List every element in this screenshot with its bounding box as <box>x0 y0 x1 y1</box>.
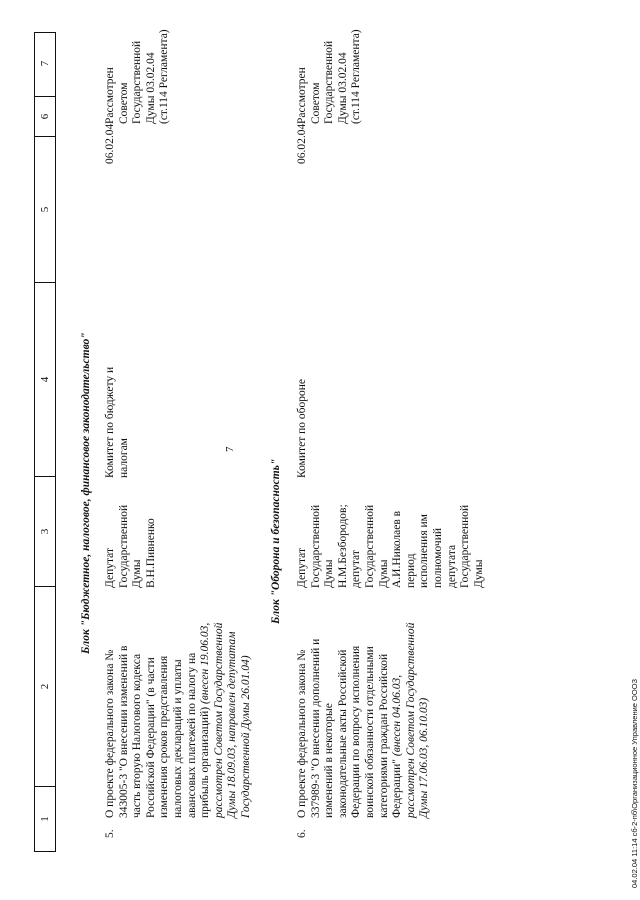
bill-author: Депутат Государственной Думы В.Н.Пивненко <box>104 504 157 588</box>
review-date: 06.02.04 <box>104 123 116 164</box>
column-header: 3 <box>35 477 55 587</box>
block-title: Блок "Оборона и безопасность" <box>270 458 282 624</box>
bill-title: О проекте федерального закона № 343005-3 "О внесении изменений в часть вторую Налогового кодекса Российской Федерации" (в части изменения сроков представления налоговых деклараций и уплаты авансовых платежей по налогу на прибыль организаций) <box>104 645 212 818</box>
column-header: 5 <box>35 137 55 283</box>
bill-description <box>104 618 254 818</box>
responsible-committee: Комитет по бюджету и налогам <box>104 366 130 478</box>
column-header: 4 <box>35 283 55 477</box>
bill-title: О проекте федерального закона № 337989-3 "О внесении дополнений и изменений в некоторые законодательные акты Российской Федерации по вопросу исполнения воинской обязанности отдельными категориями граждан Российской Федерации" <box>296 638 404 818</box>
column-number-header <box>34 32 56 852</box>
review-date: 06.02.04 <box>296 123 308 164</box>
bill-note: (внесен 04.06.03, рассмотрен Советом Государственной Думы 17.06.03, 06.10.03) <box>391 622 431 818</box>
review-status: Рассмотрен Советом Государственной Думы 03.02.04 (ст.114 Регламента) <box>296 29 363 124</box>
column-header: 1 <box>39 816 51 822</box>
bill-author: Депутат Государственной Думы Н.М.Безбородов; депутат Государственной Думы А.И.Николаев в период исполнения им полномочий депутата Государственной Думы <box>296 504 485 588</box>
responsible-committee: Комитет по обороне <box>296 379 308 478</box>
column-header: 2 <box>35 587 55 787</box>
block-title: Блок "Бюджетное, налоговое, финансовое законодательство" <box>80 332 92 654</box>
bill-description <box>296 618 432 818</box>
page-number: 7 <box>224 446 236 452</box>
column-header: 6 <box>35 97 55 137</box>
column-header: 7 <box>35 31 55 97</box>
row-number: 6. <box>296 829 308 838</box>
print-footer: 04.02.04 11:14 сб-2-пб\Организационное Управление ОООЗ <box>630 678 639 888</box>
row-number: 5. <box>104 829 116 838</box>
bill-note: (внесен 19.06.03, рассмотрен Советом Государственной Думы 18.09.03, направлен депутатам Государственной Думы 26.01.04) <box>199 622 252 818</box>
review-status: Рассмотрен Советом Государственной Думы 03.02.04 (ст.114 Регламента) <box>104 29 171 124</box>
